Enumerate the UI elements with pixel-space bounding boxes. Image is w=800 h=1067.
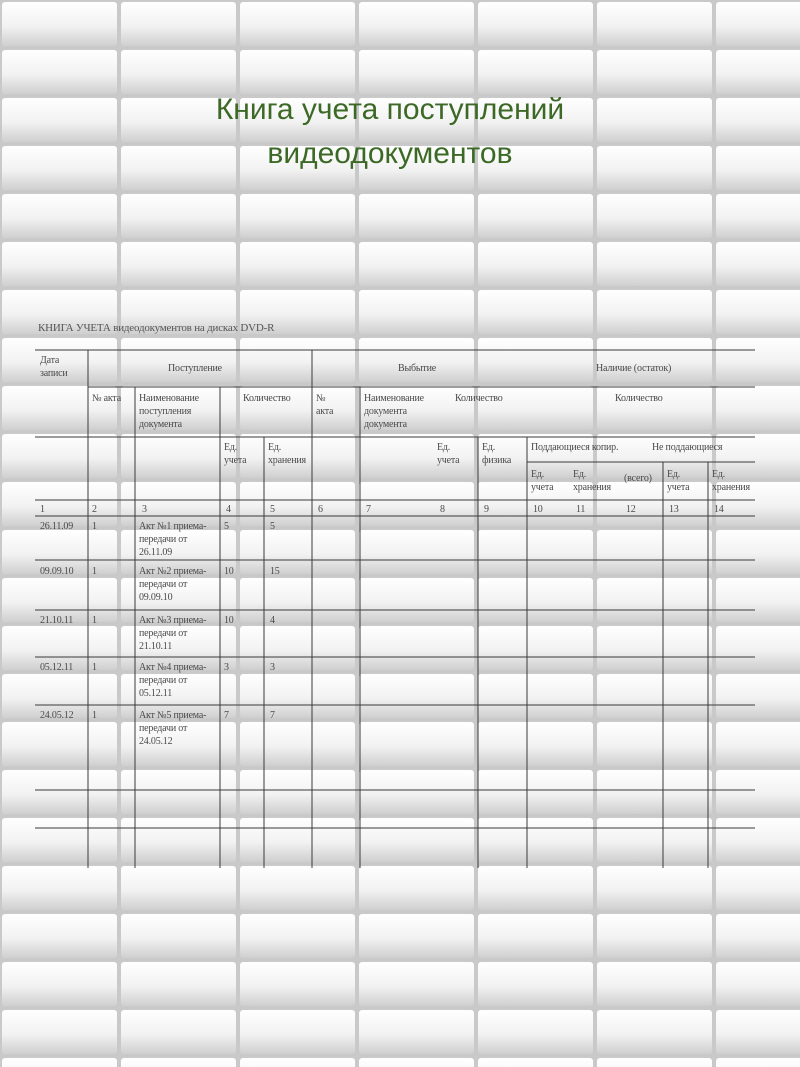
column-number: 1 bbox=[40, 504, 45, 515]
row-date: 24.05.12 bbox=[40, 710, 74, 721]
row-date: 26.11.09 bbox=[40, 521, 74, 532]
header-noncopyable-units-storage: Ед. хранения bbox=[712, 469, 750, 493]
header-receipt-act-number: № акта bbox=[92, 393, 121, 404]
header-disposal-units-storage: Ед. физика bbox=[482, 442, 512, 466]
column-number: 10 bbox=[533, 504, 543, 515]
header-presence-non-copyable: Не поддающиеся bbox=[652, 442, 723, 453]
column-number: 14 bbox=[714, 504, 724, 515]
document-caption: КНИГА УЧЕТА видеодокументов на дисках DVD-R bbox=[38, 322, 275, 334]
row-number: 1 bbox=[92, 710, 97, 721]
header-disposal-name: Наименование документа документа bbox=[364, 393, 424, 430]
row-date: 05.12.11 bbox=[40, 662, 74, 673]
row-units-account: 5 bbox=[224, 521, 229, 532]
row-units-account: 10 bbox=[224, 566, 234, 577]
slide-title-line-1: Книга учета поступлений bbox=[215, 93, 565, 126]
row-units-storage: 4 bbox=[270, 615, 275, 626]
header-disposal-quantity: Количество bbox=[455, 393, 503, 404]
row-date: 09.09.10 bbox=[40, 566, 74, 577]
header-copyable-units-account: Ед. учета bbox=[531, 469, 554, 493]
column-number: 2 bbox=[92, 504, 97, 515]
row-number: 1 bbox=[92, 521, 97, 532]
column-number: 12 bbox=[626, 504, 636, 515]
header-receipt-units-account: Ед. учета bbox=[224, 442, 247, 466]
header-disposal-units-account: Ед. учета bbox=[437, 442, 460, 466]
header-disposal: Выбытие bbox=[398, 363, 436, 374]
row-document-name: Акт №1 приема- передачи от 26.11.09 bbox=[139, 521, 207, 558]
header-presence: Наличие (остаток) bbox=[596, 363, 672, 374]
header-date: Дата записи bbox=[40, 355, 68, 379]
row-number: 1 bbox=[92, 662, 97, 673]
header-presence-copyable: Поддающиеся копир. bbox=[531, 442, 619, 453]
header-receipt-name: Наименование поступления документа bbox=[139, 393, 199, 430]
row-number: 1 bbox=[92, 566, 97, 577]
header-receipt-quantity: Количество bbox=[243, 393, 291, 404]
row-date: 21.10.11 bbox=[40, 615, 74, 626]
row-document-name: Акт №3 приема- передачи от 21.10.11 bbox=[139, 615, 207, 652]
row-units-storage: 7 bbox=[270, 710, 275, 721]
row-units-storage: 3 bbox=[270, 662, 275, 673]
slide-title-line-2: видеодокументов bbox=[267, 137, 513, 170]
header-copyable-total: (всего) bbox=[624, 473, 652, 484]
header-copyable-units-storage: Ед. хранения bbox=[573, 469, 611, 493]
column-number: 4 bbox=[226, 504, 231, 515]
row-number: 1 bbox=[92, 615, 97, 626]
column-number: 3 bbox=[142, 504, 147, 515]
header-presence-quantity: Количество bbox=[615, 393, 663, 404]
row-document-name: Акт №4 приема- передачи от 05.12.11 bbox=[139, 662, 207, 699]
column-number: 5 bbox=[270, 504, 275, 515]
row-units-account: 7 bbox=[224, 710, 229, 721]
column-number: 8 bbox=[440, 504, 445, 515]
header-receipt: Поступление bbox=[168, 363, 222, 374]
row-units-storage: 5 bbox=[270, 521, 275, 532]
row-document-name: Акт №2 приема- передачи от 09.09.10 bbox=[139, 566, 207, 603]
row-units-account: 10 bbox=[224, 615, 234, 626]
header-noncopyable-units-account: Ед. учета bbox=[667, 469, 690, 493]
column-number: 13 bbox=[669, 504, 679, 515]
row-units-storage: 15 bbox=[270, 566, 280, 577]
row-units-account: 3 bbox=[224, 662, 229, 673]
column-number: 9 bbox=[484, 504, 489, 515]
column-number: 7 bbox=[366, 504, 371, 515]
column-number: 6 bbox=[318, 504, 323, 515]
column-number: 11 bbox=[576, 504, 586, 515]
row-document-name: Акт №5 приема- передачи от 24.05.12 bbox=[139, 710, 207, 747]
header-receipt-units-storage: Ед. хранения bbox=[268, 442, 306, 466]
header-disposal-act-number: № акта bbox=[316, 393, 334, 417]
